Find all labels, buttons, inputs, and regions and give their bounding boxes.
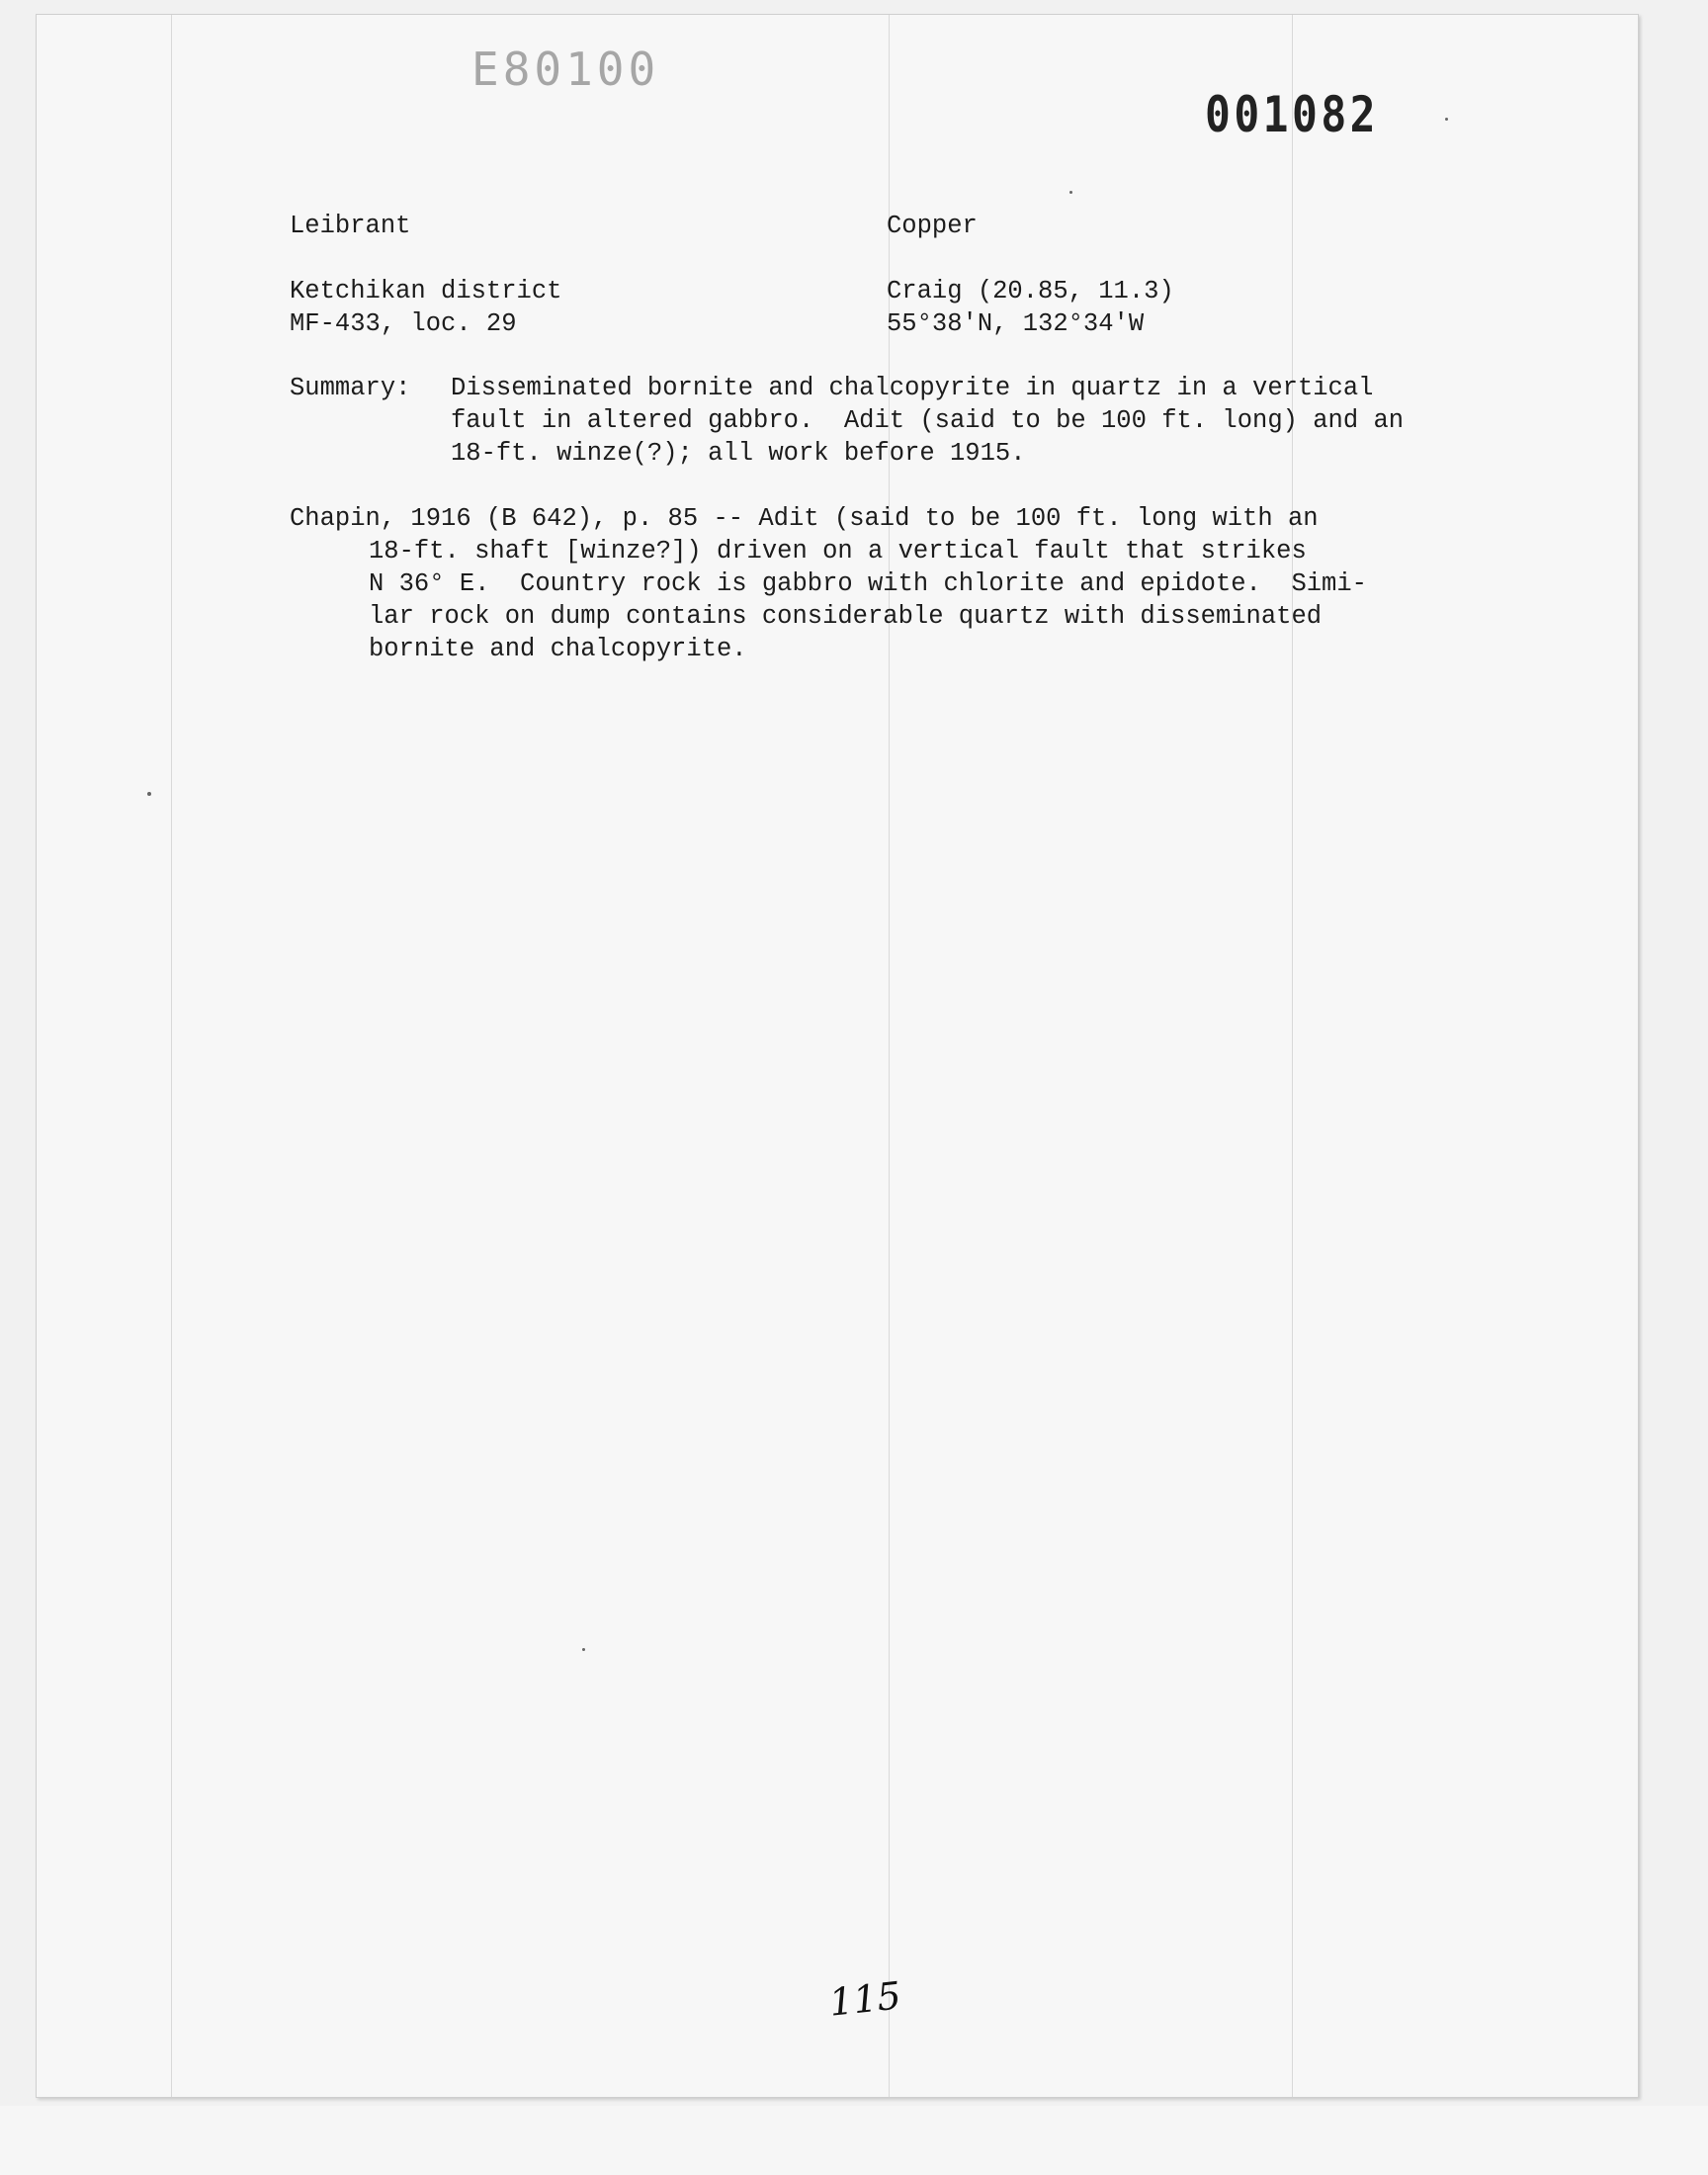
summary-label: Summary:	[290, 374, 411, 402]
scan-background	[0, 2106, 1708, 2175]
quadrangle: Craig (20.85, 11.3)	[887, 277, 1174, 305]
scan-line	[171, 15, 172, 2097]
document-page	[36, 14, 1639, 2098]
commodity: Copper	[887, 212, 978, 240]
map-reference: MF-433, loc. 29	[290, 309, 517, 338]
reference-line: 18-ft. shaft [winze?]) driven on a vertical fault that strikes	[369, 537, 1307, 566]
district: Ketchikan district	[290, 277, 562, 305]
reference-line: lar rock on dump contains considerable quartz with disseminated	[369, 602, 1323, 631]
reference-line: Chapin, 1916 (B 642), p. 85 -- Adit (said to be 100 ft. long with an	[290, 504, 1319, 533]
coordinates: 55°38'N, 132°34'W	[887, 309, 1145, 338]
scan-speck	[582, 1648, 585, 1651]
summary-line: Disseminated bornite and chalcopyrite in quartz in a vertical	[451, 374, 1374, 402]
handwritten-page-number: 115	[826, 1973, 903, 2025]
scan-line	[1292, 15, 1293, 2097]
reference-line: N 36° E. Country rock is gabbro with chlorite and epidote. Simi-	[369, 569, 1367, 598]
summary-line: fault in altered gabbro. Adit (said to be 100 ft. long) and an	[451, 406, 1405, 435]
scan-speck	[147, 792, 151, 796]
deposit-name: Leibrant	[290, 212, 411, 240]
scan-speck	[1069, 191, 1072, 194]
document-number-stamp: 001082	[1205, 86, 1379, 143]
scan-speck	[1445, 118, 1448, 121]
summary-line: 18-ft. winze(?); all work before 1915.	[451, 439, 1026, 468]
reference-line: bornite and chalcopyrite.	[369, 635, 747, 663]
faint-stamp: E80100	[471, 43, 660, 96]
